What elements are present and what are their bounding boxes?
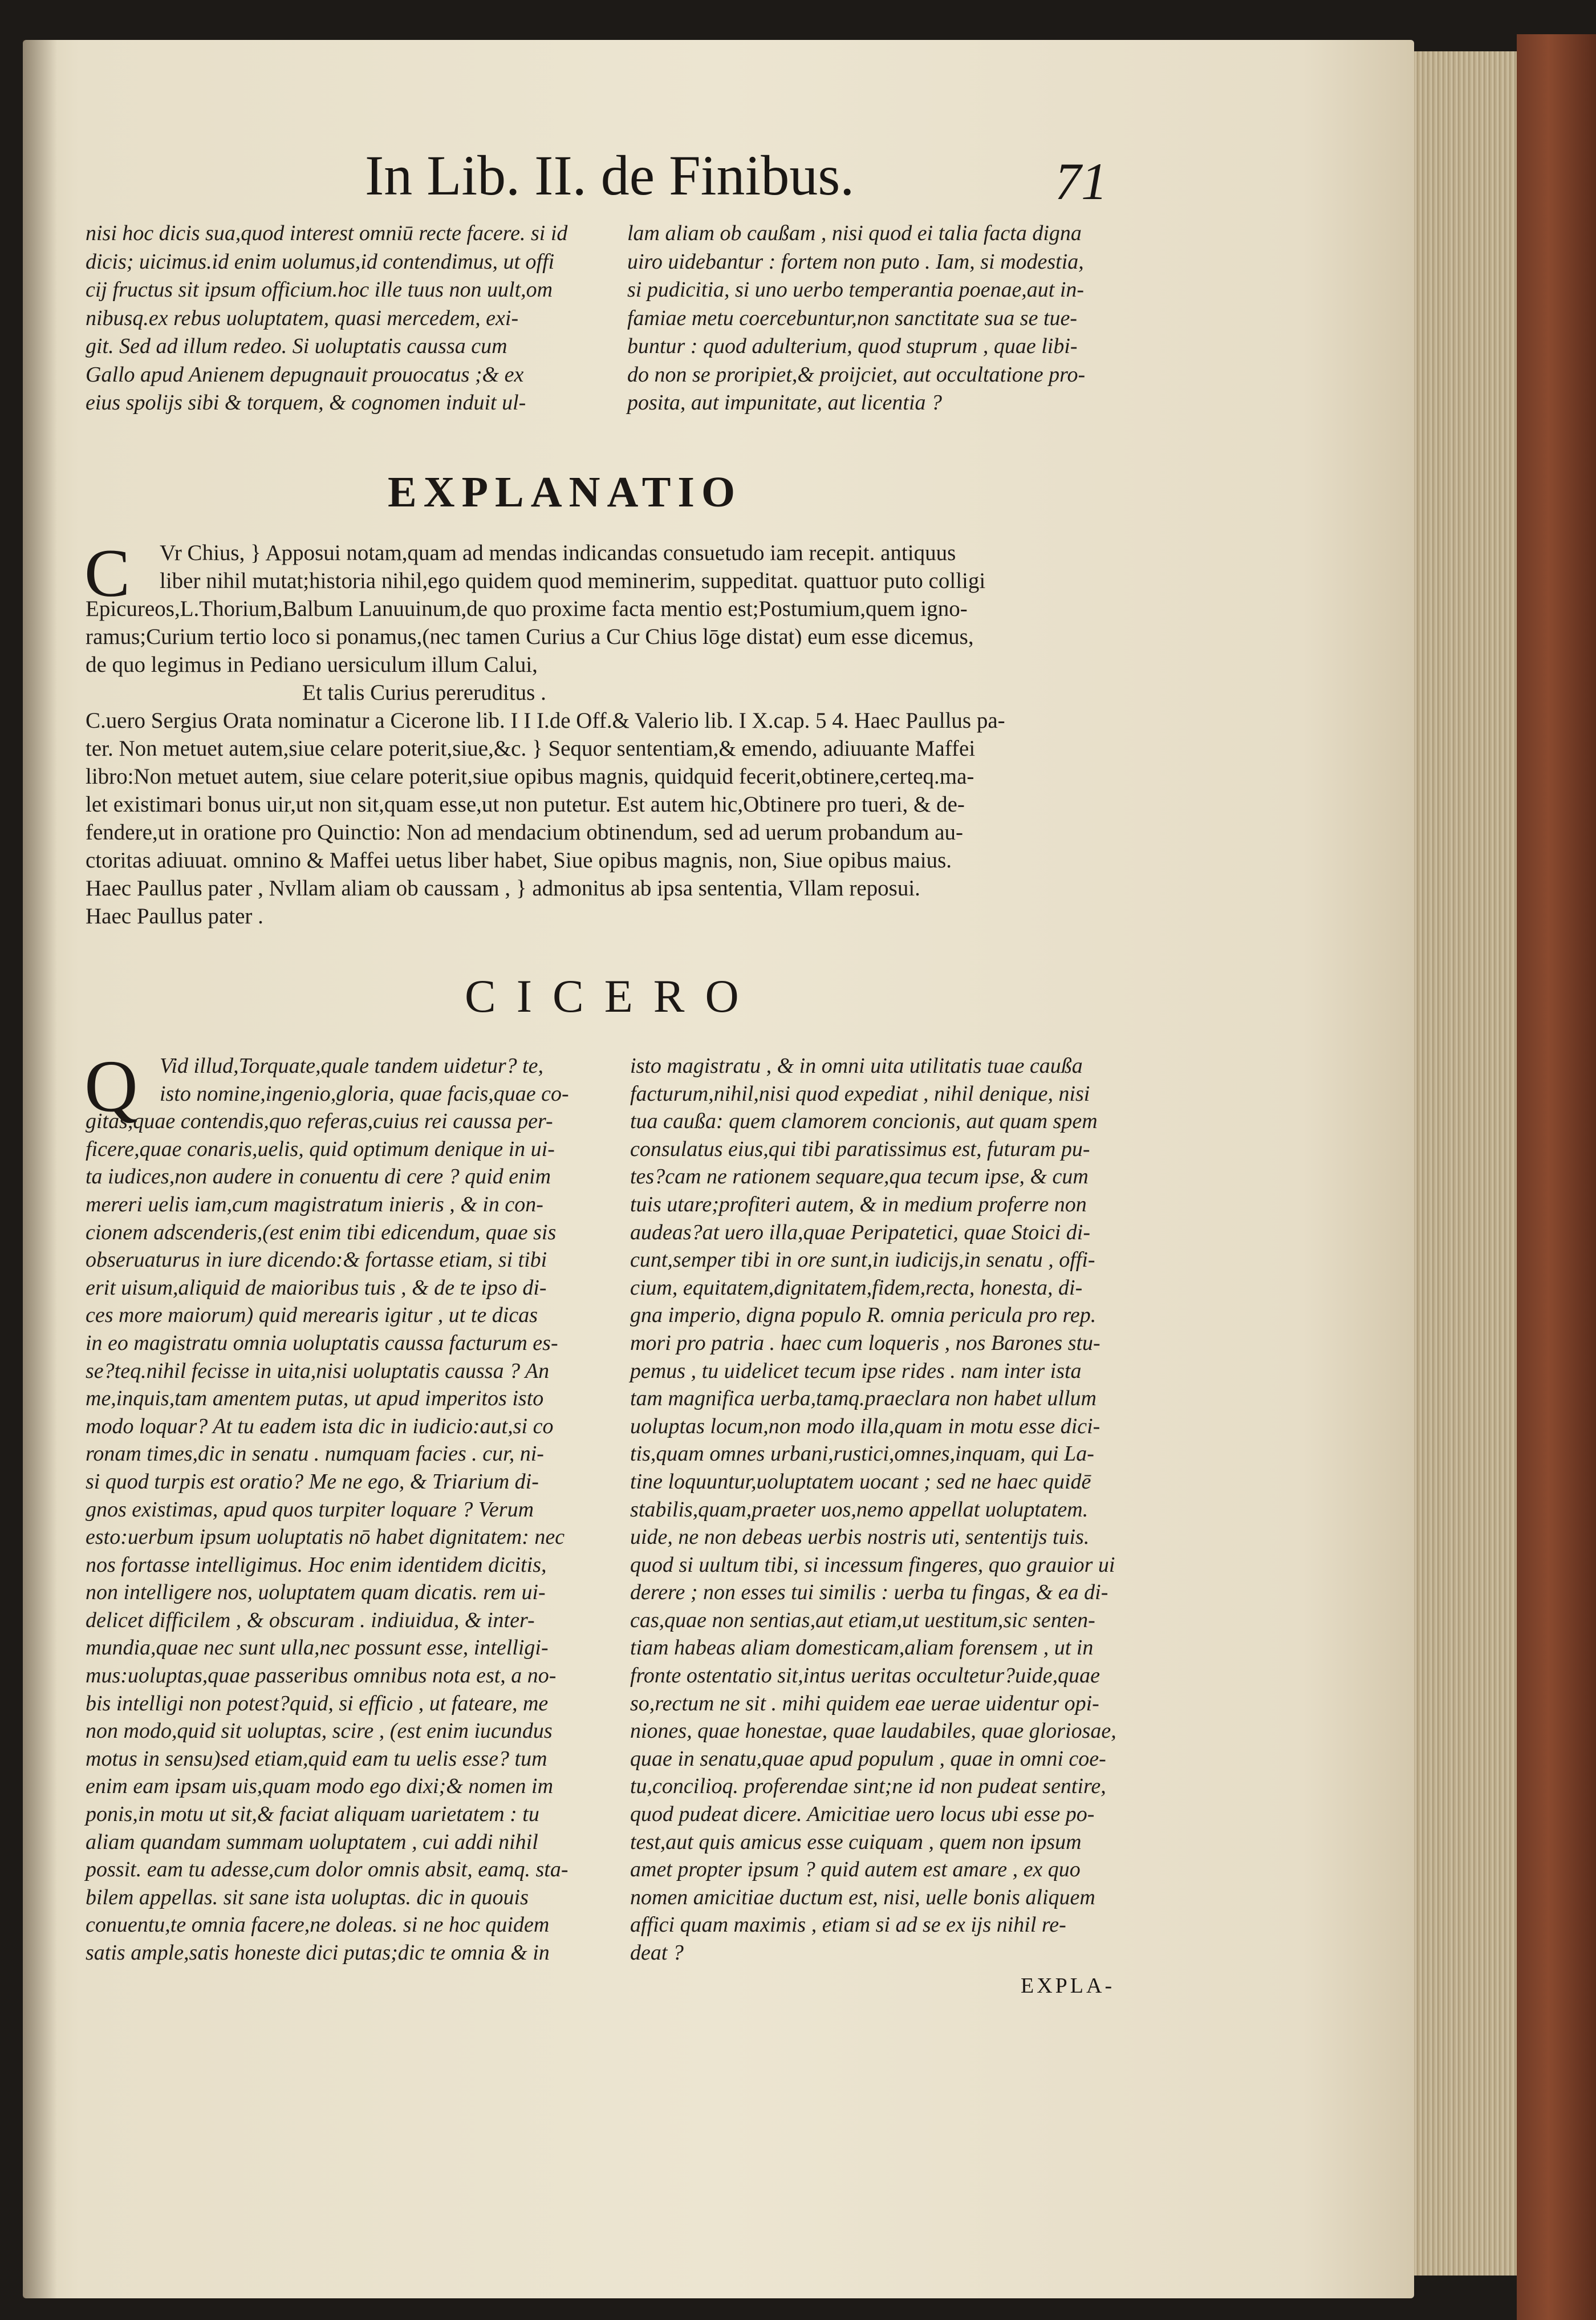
text-line: non modo,quid sit uoluptas, scire , (est enim iucundus — [86, 1719, 553, 1743]
running-header-title: In Lib. II. de Finibus. — [365, 144, 855, 207]
text-line: affici quam maximis , etiam si ad se ex ijs nihil re- — [630, 1913, 1066, 1937]
body-left-column — [86, 1052, 616, 1967]
text-line: famiae metu coercebuntur,non sanctitate sua se tue- — [627, 306, 1078, 330]
book-cover — [1517, 34, 1596, 2320]
text-line: mori pro patria . haec cum loqueris , nos Barones stu- — [630, 1331, 1100, 1355]
text-line: ramus;Curium tertio loco si ponamus,(nec tamen Curius a Cur Chius lōge distat) eum esse dicemus, — [86, 624, 974, 649]
text-line: ta iudices,non audere in conuentu di cere ? quid enim — [86, 1165, 551, 1189]
verse-line: Et talis Curius pereruditus . — [302, 680, 546, 705]
text-line: Vr Chius, } Apposui notam,quam ad mendas indicandas consuetudo iam recepit. antiquus — [160, 541, 956, 565]
text-line: erit uisum,aliquid de maioribus tuis , & de te ipso di- — [86, 1275, 547, 1300]
body-right-column — [630, 1052, 1146, 1967]
text-line: tua caußa: quem clamorem concionis, aut quam spem — [630, 1109, 1098, 1134]
text-line: satis ample,satis honeste dici putas;dic te omnia & in — [86, 1941, 550, 1965]
text-line: amet propter ipsum ? quid autem est amare , ex quo — [630, 1857, 1081, 1882]
text-line: pemus , tu uidelicet tecum ipse rides . nam inter ista — [630, 1358, 1082, 1383]
text-line: tes?cam ne rationem sequare,qua tecum ipse, & cum — [630, 1165, 1089, 1189]
text-line: nisi hoc dicis sua,quod interest omniū recte facere. si id — [86, 221, 568, 245]
text-line: tu,concilioq. proferendae sint;ne id non pudeat sentire, — [630, 1774, 1106, 1799]
text-line: uoluptas locum,non modo illa,quam in motu esse dici- — [630, 1414, 1100, 1438]
text-line: uide, ne non debeas uerbis nostris uti, sententijs tuis. — [630, 1525, 1090, 1550]
text-line: posita, aut impunitate, aut licentia ? — [627, 391, 943, 415]
text-line: modo loquar? At tu eadem ista dic in iudicio:aut,si co — [86, 1414, 554, 1438]
text-line: Haec Paullus pater . — [86, 904, 263, 928]
text-line: fronte ostentatio sit,intus ueritas occultetur?uide,quae — [630, 1664, 1100, 1688]
text-line: obseruaturus in iure dicendo:& fortasse etiam, si tibi — [86, 1248, 547, 1272]
text-line: ter. Non metuet autem,siue celare poterit,siue,&c. } Sequor sententiam,& emendo, adiuuante Maffei — [86, 736, 976, 761]
text-line: bis intelligi non potest?quid, si efficio , ut fateare, me — [86, 1691, 549, 1715]
text-line: si quod turpis est oratio? Me ne ego, & Triarium di- — [86, 1469, 539, 1494]
text-line: cij fructus sit ipsum officium.hoc ille tuus non uult,om — [86, 278, 553, 302]
text-line: fendere,ut in oratione pro Quinctio: Non ad mendacium obtinendum, sed ad uerum probandum au- — [86, 820, 963, 845]
text-line: ces more maiorum) quid merearis igitur , ut te dicas — [86, 1303, 538, 1328]
page-edges — [1414, 51, 1517, 2276]
text-line: mereri uelis iam,cum magistratum inieris , & in con- — [86, 1192, 543, 1216]
text-line: conuentu,te omnia facere,ne doleas. si ne hoc quidem — [86, 1913, 550, 1937]
text-line: stabilis,quam,praeter uos,nemo appellat uoluptatem. — [630, 1497, 1089, 1522]
text-line: si pudicitia, si uno uerbo temperantia poenae,aut in- — [627, 278, 1085, 302]
text-line: eius spolijs sibi & torquem, & cognomen induit ul- — [86, 391, 526, 415]
text-line: deat ? — [630, 1941, 684, 1965]
text-line: let existimari bonus uir,ut non sit,quam esse,ut non putetur. Est autem hic,Obtinere pro tueri, & de- — [86, 792, 965, 817]
text-line: git. Sed ad illum redeo. Si uoluptatis caussa cum — [86, 334, 507, 358]
text-line: mus:uoluptas,quae passeribus omnibus nota est, a no- — [86, 1664, 557, 1688]
text-line: de quo legimus in Pediano uersiculum illum Calui, — [86, 652, 538, 677]
explanatio-heading: EXPLANATIO — [388, 468, 742, 516]
text-line: C.uero Sergius Orata nominatur a Cicerone lib. I I I.de Off.& Valerio lib. I X.cap. 5 4. Haec Paullus pa- — [86, 708, 1005, 733]
text-line: tine loquuntur,uoluptatem uocant ; sed ne haec quidē — [630, 1469, 1091, 1494]
text-line: aliam quandam summam uoluptatem , cui addi nihil — [86, 1830, 538, 1854]
text-line: tam magnifica uerba,tamq.praeclara non habet ullum — [630, 1386, 1097, 1411]
text-line: Vid illud,Torquate,quale tandem uidetur? te, — [160, 1054, 544, 1078]
text-line: motus in sensu)sed etiam,quid eam tu uelis esse? tum — [86, 1746, 547, 1771]
binding-shadow — [23, 40, 57, 2298]
text-line: lam aliam ob caußam , nisi quod ei talia facta digna — [627, 221, 1082, 245]
text-line: test,aut quis amicus esse cuiquam , quem non ipsum — [630, 1830, 1082, 1854]
text-line: non intelligere nos, uoluptatem quam dicatis. rem ui- — [86, 1580, 546, 1605]
text-line: gnos existimas, apud quos turpiter loquare ? Verum — [86, 1497, 534, 1522]
text-line: consulatus eius,qui tibi paratissimus est, futuram pu- — [630, 1137, 1090, 1161]
text-line: mundia,quae nec sunt ulla,nec possunt esse, intelligi- — [86, 1636, 549, 1660]
text-line: derere ; non esses tui similis : uerba tu fingas, & ea di- — [630, 1580, 1108, 1605]
cicero-dropcap: Q — [84, 1045, 138, 1127]
text-line: Gallo apud Anienem depugnauit prouocatus ;& ex — [86, 362, 524, 387]
text-line: gna imperio, digna populo R. omnia pericula pro rep. — [630, 1303, 1097, 1328]
text-line: ronam times,dic in senatu . numquam facies . cur, ni- — [86, 1442, 544, 1466]
text-line: cionem adscenderis,(est enim tibi edicendum, quae sis — [86, 1220, 557, 1244]
top-right-column — [627, 220, 1140, 417]
catchword: EXPLA- — [1021, 1974, 1115, 1998]
text-line: dicis; uicimus.id enim uolumus,id contendimus, ut offi — [86, 249, 555, 274]
text-line: delicet difficilem , & obscuram . indiuidua, & inter- — [86, 1608, 535, 1632]
page-number: 71 — [1055, 152, 1107, 210]
text-line: quae in senatu,quae apud populum , quae in omni coe- — [630, 1746, 1106, 1771]
text-line: tiam habeas aliam domesticam,aliam forensem , ut in — [630, 1636, 1094, 1660]
text-line: Epicureos,L.Thorium,Balbum Lanuuinum,de quo proxime facta mentio est;Postumium,quem igno- — [86, 597, 968, 621]
explanatio-text — [84, 535, 1138, 930]
text-line: me,inquis,tam amentem putas, ut apud imperitos isto — [86, 1386, 544, 1411]
cicero-heading: CICERO — [465, 970, 760, 1022]
text-line: Haec Paullus pater , Nvllam aliam ob caussam , } admonitus ab ipsa sententia, Vllam reposui. — [86, 876, 920, 901]
text-line: tis,quam omnes urbani,rustici,omnes,inquam, qui La- — [630, 1442, 1094, 1466]
text-line: possit. eam tu adesse,cum dolor omnis absit, eamq. sta- — [86, 1857, 568, 1882]
top-left-column — [86, 220, 593, 417]
text-line: ponis,in motu ut sit,& faciat aliquam uarietatem : tu — [86, 1802, 539, 1827]
text-line: buntur : quod adulterium, quod stuprum , quae libi- — [627, 334, 1078, 358]
explanatio-dropcap: C — [84, 535, 131, 611]
text-line: nomen amicitiae ductum est, nisi, uelle bonis aliquem — [630, 1885, 1095, 1909]
text-line: quod pudeat dicere. Amicitiae uero locus ubi esse po- — [630, 1802, 1095, 1827]
text-line: cas,quae non sentias,aut etiam,ut uestitum,sic senten- — [630, 1608, 1095, 1632]
text-line: bilem appellas. sit sane ista uoluptas. dic in quouis — [86, 1885, 529, 1909]
text-line: esto:uerbum ipsum uoluptatis nō habet dignitatem: nec — [86, 1525, 565, 1550]
text-line: ctoritas adiuuat. omnino & Maffei uetus liber habet, Siue opibus magnis, non, Siue opibus maius. — [86, 848, 952, 873]
text-line: isto nomine,ingenio,gloria, quae facis,quae co- — [160, 1081, 569, 1106]
text-line: nos fortasse intelligimus. Hoc enim identidem dicitis, — [86, 1552, 547, 1577]
text-line: in eo magistratu omnia uoluptatis caussa facturum es- — [86, 1331, 558, 1355]
text-line: niones, quae honestae, quae laudabiles, quae gloriosae, — [630, 1719, 1116, 1743]
text-line: ficere,quae conaris,uelis, quid optimum denique in ui- — [86, 1137, 555, 1161]
text-line: libro:Non metuet autem, siue celare poterit,siue opibus magnis, quidquid fecerit,obtinere,certeq.ma- — [86, 764, 974, 789]
text-line: quod si uultum tibi, si incessum fingeres, quo grauior ui — [630, 1552, 1115, 1577]
text-line: so,rectum ne sit . mihi quidem eae uerae uidentur opi- — [630, 1691, 1099, 1715]
text-line: tuis utare;profiteri autem, & in medium proferre non — [630, 1192, 1087, 1216]
text-line: nibusq.ex rebus uoluptatem, quasi mercedem, exi- — [86, 306, 519, 330]
text-line: audeas?at uero illa,quae Peripatetici, quae Stoici di- — [630, 1220, 1090, 1244]
text-line: facturum,nihil,nisi quod expediat , nihil denique, nisi — [630, 1081, 1090, 1106]
text-line: liber nihil mutat;historia nihil,ego quidem quod meminerim, suppeditat. quattuor puto colligi — [160, 569, 986, 593]
text-line: gitas,quae contendis,quo referas,cuius rei caussa per- — [86, 1109, 553, 1134]
text-line: se?teq.nihil fecisse in uita,nisi uoluptatis caussa ? An — [86, 1358, 550, 1383]
text-line: enim eam ipsam uis,quam modo ego dixi;& nomen im — [86, 1774, 554, 1799]
text-line: cium, equitatem,dignitatem,fidem,recta, honesta, di- — [630, 1275, 1083, 1300]
text-line: do non se proripiet,& proijciet, aut occultatione pro- — [627, 362, 1086, 387]
text-line: uiro uidebantur : fortem non puto . Iam, si modestia, — [627, 249, 1084, 274]
text-line: isto magistratu , & in omni uita utilitatis tuae caußa — [630, 1054, 1083, 1078]
text-line: cunt,semper tibi in ore sunt,in iudicijs,in senatu , offi- — [630, 1248, 1095, 1272]
